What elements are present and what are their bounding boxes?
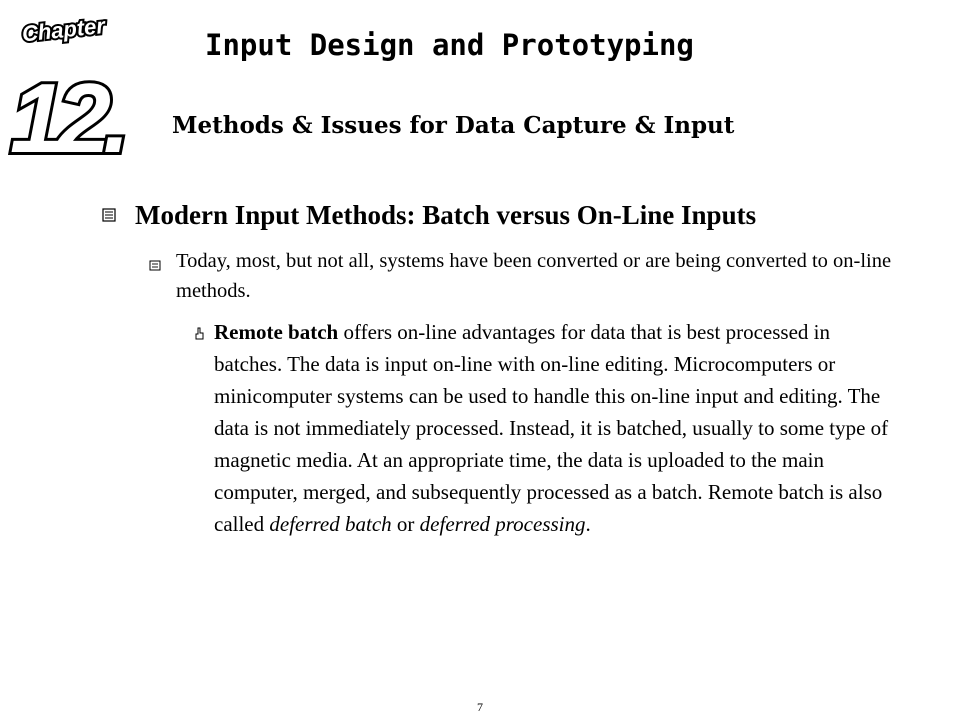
notebook-bullet-icon bbox=[102, 208, 116, 222]
page-subtitle: Methods & Issues for Data Capture & Input bbox=[172, 112, 735, 139]
bullet-level2: Today, most, but not all, systems have been converted or are being converted to on-line methods. bbox=[176, 250, 892, 302]
deferred-batch-term: deferred batch bbox=[269, 512, 392, 536]
deferred-processing-term: deferred processing bbox=[419, 512, 586, 536]
chapter-word: Chapter bbox=[20, 12, 107, 47]
bullet-level3 bbox=[214, 316, 899, 540]
sentence-end: . bbox=[585, 512, 591, 536]
connector-text: or bbox=[391, 512, 420, 536]
page-number: 7 bbox=[477, 700, 483, 714]
page-title: Input Design and Prototyping bbox=[205, 28, 694, 62]
bullet-level1: Modern Input Methods: Batch versus On-Line Inputs bbox=[135, 200, 757, 230]
remote-batch-description: offers on-line advantages for data that is best processed in batches. The data is input on-line with on-line editing. Microcomputers or minicomputer systems can be used to handle this on-line input and editing. The data is not immediately processed. Instead, it is batched, usually to some type of magnetic media. At an appropriate time, the data is uploaded to the main computer, merged, and subsequently processed as a batch. Remote batch is also called bbox=[214, 320, 889, 536]
chapter-logo bbox=[6, 2, 138, 170]
pointing-hand-icon bbox=[195, 327, 204, 341]
chapter-number: 12. bbox=[10, 63, 123, 170]
small-notebook-bullet-icon bbox=[149, 258, 161, 269]
remote-batch-term: Remote batch bbox=[214, 320, 339, 344]
